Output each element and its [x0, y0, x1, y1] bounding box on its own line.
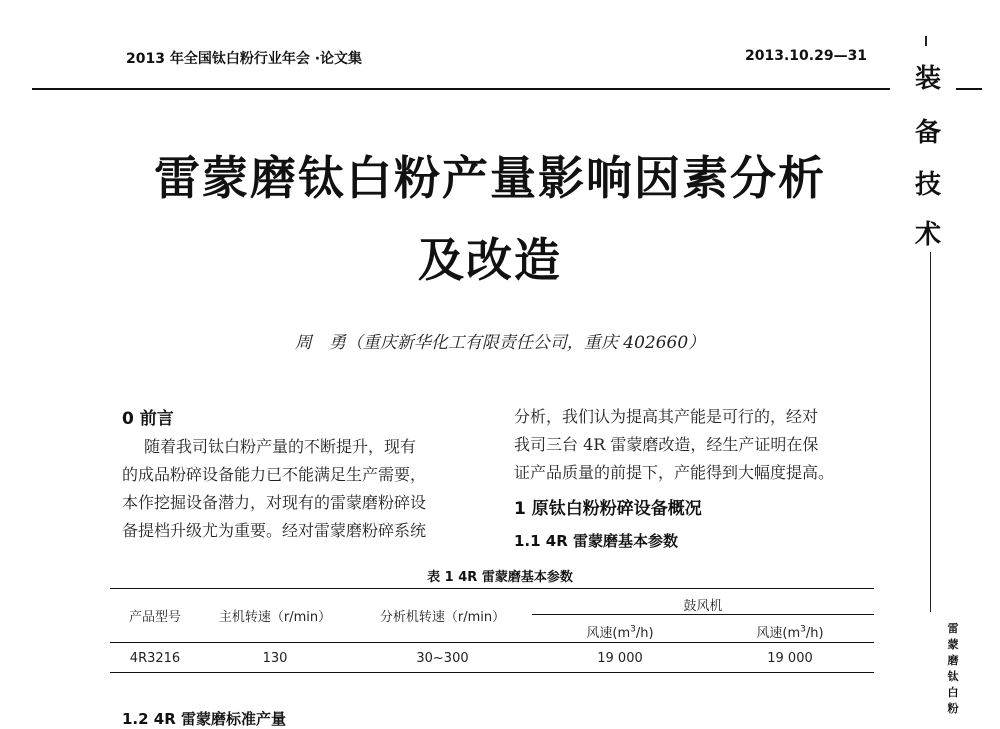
table-cell-main-speed: 130: [262, 651, 288, 666]
table-bottom-rule: [110, 672, 874, 673]
table-cell-airflow-2: 19 000: [767, 651, 813, 666]
header-rule: [32, 88, 890, 90]
table-header-rule: [110, 642, 874, 643]
side-title-char-6: 粉: [947, 702, 959, 715]
side-vertical-rule: [930, 252, 931, 612]
table-cell-airflow-1: 19 000: [597, 651, 643, 666]
table-top-rule: [110, 588, 874, 589]
author-affiliation: 周 勇（重庆新华化工有限责任公司，重庆 402660）: [294, 333, 706, 353]
table-caption: 表 1 4R 雷蒙磨基本参数: [427, 570, 573, 585]
side-category-char-4: 术: [914, 220, 941, 250]
table-cell-model: 4R3216: [129, 651, 181, 666]
body-line: 备提档升级尤为重要。经对雷蒙磨粉碎系统: [122, 521, 427, 540]
table-header-model: 产品型号: [128, 610, 181, 625]
section-1-heading: 1 原钛白粉粉碎设备概况: [514, 499, 702, 519]
body-line: 我司三台 4R 雷蒙磨改造，经生产证明在保: [514, 435, 819, 454]
paper-title-line-2: 及改造: [418, 233, 562, 287]
side-title-char-4: 钛: [947, 670, 959, 683]
table-header-analyzer-speed: 分析机转速（r/min）: [379, 610, 506, 625]
section-1-1-heading: 1.1 4R 雷蒙磨基本参数: [514, 532, 679, 550]
body-line: 证产品质量的前提下，产能得到大幅度提高。: [514, 463, 835, 482]
table-cell-analyzer-speed: 30~300: [416, 651, 469, 666]
side-category-char-3: 技: [914, 170, 941, 200]
side-title-char-2: 蒙: [947, 638, 959, 651]
section-1-2-heading: 1.2 4R 雷蒙磨标准产量: [122, 710, 287, 728]
side-title-char-1: 雷: [947, 622, 959, 635]
table-subheader-rule: [532, 614, 874, 615]
body-line: 随着我司钛白粉产量的不断提升，现有: [144, 437, 417, 456]
header-rule-right: [956, 88, 982, 90]
side-category-char-2: 备: [914, 118, 941, 148]
margin-tick: [925, 36, 927, 46]
side-title-char-3: 磨: [947, 654, 959, 667]
paper-title-line-1: 雷蒙磨钛白粉产量影响因素分析: [154, 151, 826, 205]
table-header-airflow-2: 风速$(m^3/h)$: [756, 624, 824, 641]
body-line: 分析，我们认为提高其产能是可行的，经对: [514, 407, 819, 426]
table-header-blower: 鼓风机: [683, 599, 723, 614]
section-0-heading: 0 前言: [122, 409, 174, 429]
table-header-airflow-1: 风速$(m^3/h)$: [586, 624, 654, 641]
side-category-char-1: 装: [914, 64, 941, 94]
running-header-left: 2013 年全国钛白粉行业年会 ·论文集: [126, 51, 363, 67]
body-line: 本作挖掘设备潜力，对现有的雷蒙磨粉碎设: [122, 493, 427, 512]
running-header-date: 2013.10.29—31: [745, 48, 868, 64]
table-header-main-speed: 主机转速（r/min）: [218, 610, 332, 625]
side-title-char-5: 白: [947, 686, 959, 699]
body-line: 的成品粉碎设备能力已不能满足生产需要，: [122, 465, 427, 484]
